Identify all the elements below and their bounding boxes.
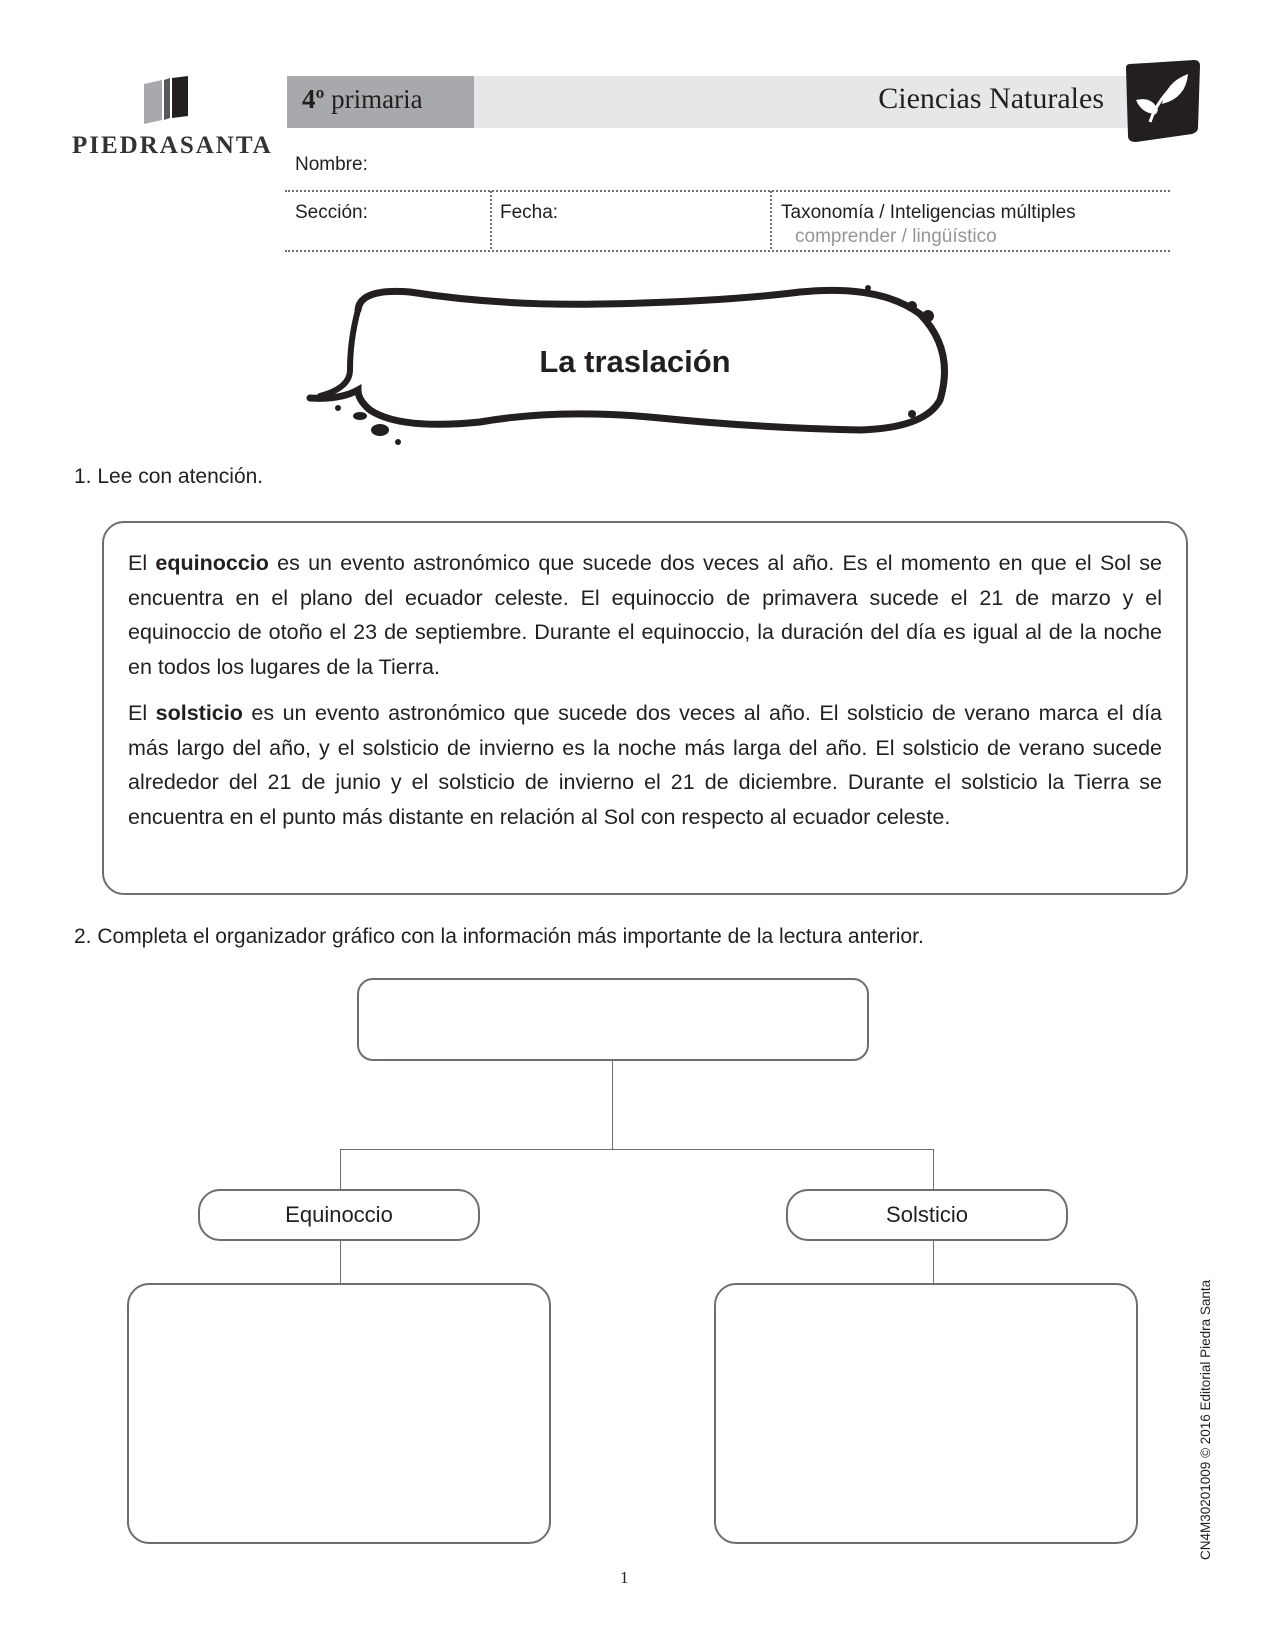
solstice-label: Solsticio	[886, 1202, 968, 1227]
term-equinoccio: equinoccio	[155, 551, 269, 575]
divider	[770, 191, 772, 249]
page-title: La traslación	[539, 344, 731, 379]
connector-line	[933, 1149, 934, 1189]
paragraph-equinox	[128, 546, 1162, 684]
grade-text: primaria	[331, 84, 423, 114]
solstice-answer-box[interactable]	[714, 1283, 1138, 1544]
term-solsticio: solsticio	[155, 701, 243, 725]
section-field-label: Sección:	[295, 202, 368, 223]
divider	[285, 250, 1170, 252]
paragraph-start: El	[128, 551, 148, 575]
taxonomy-label: Taxonomía / Inteligencias múltiples	[781, 202, 1076, 223]
instruction-2: 2. Completa el organizador gráfico con la información más importante de la lectura anterior.	[74, 925, 924, 948]
divider	[490, 191, 492, 249]
divider	[285, 190, 1170, 192]
paragraph-solstice	[128, 696, 1162, 834]
equinox-label: Equinoccio	[285, 1202, 393, 1227]
paragraph-start: El	[128, 701, 148, 725]
connector-line	[340, 1241, 341, 1283]
brand-logo-text: PIEDRASANTA	[72, 132, 273, 159]
equinox-label-box	[198, 1189, 480, 1241]
connector-line	[933, 1241, 934, 1283]
connector-line	[612, 1061, 613, 1149]
copyright-notice: CN4M30201009 © 2016 Editorial Piedra Santa	[1198, 1279, 1213, 1560]
equinox-answer-box[interactable]	[127, 1283, 551, 1544]
paragraph-text: es un evento astronómico que sucede dos veces al año. Es el momento en que el Sol se encuentra en el plano del ecuador celeste. El equinoccio de primavera sucede el 21 de marzo y el equinoccio de otoño el 23 de septiembre. Durante el equinoccio, la duración del día es igual al de la noche en todos los lugares de la Tierra.	[128, 551, 1162, 679]
instruction-1: 1. Lee con atención.	[74, 465, 264, 488]
name-field-label: Nombre:	[295, 154, 368, 175]
taxonomy-value: comprender / lingüístico	[795, 226, 997, 247]
connector-line	[340, 1149, 934, 1150]
paragraph-text: es un evento astronómico que sucede dos veces al año. El solsticio de verano marca el día más largo del año, y el solsticio de invierno es la noche más larga del año. El solsticio de verano sucede alrededor del 21 de junio y el solsticio de invierno el 21 de diciembre. Durante el solsticio la Tierra se encuentra en el punto más distante en relación al Sol con respecto al ecuador celeste.	[128, 701, 1162, 829]
leaf-icon	[1122, 58, 1202, 144]
book-logo-icon	[140, 74, 192, 126]
date-field-label: Fecha:	[500, 202, 559, 223]
grade-label	[302, 84, 423, 115]
connector-line	[340, 1149, 341, 1189]
solstice-label-box	[786, 1189, 1068, 1241]
subject-title: Ciencias Naturales	[878, 82, 1104, 115]
grade-number: 4º	[302, 84, 325, 114]
page-number: 1	[620, 1568, 629, 1587]
organizer-main-box[interactable]	[357, 978, 869, 1061]
